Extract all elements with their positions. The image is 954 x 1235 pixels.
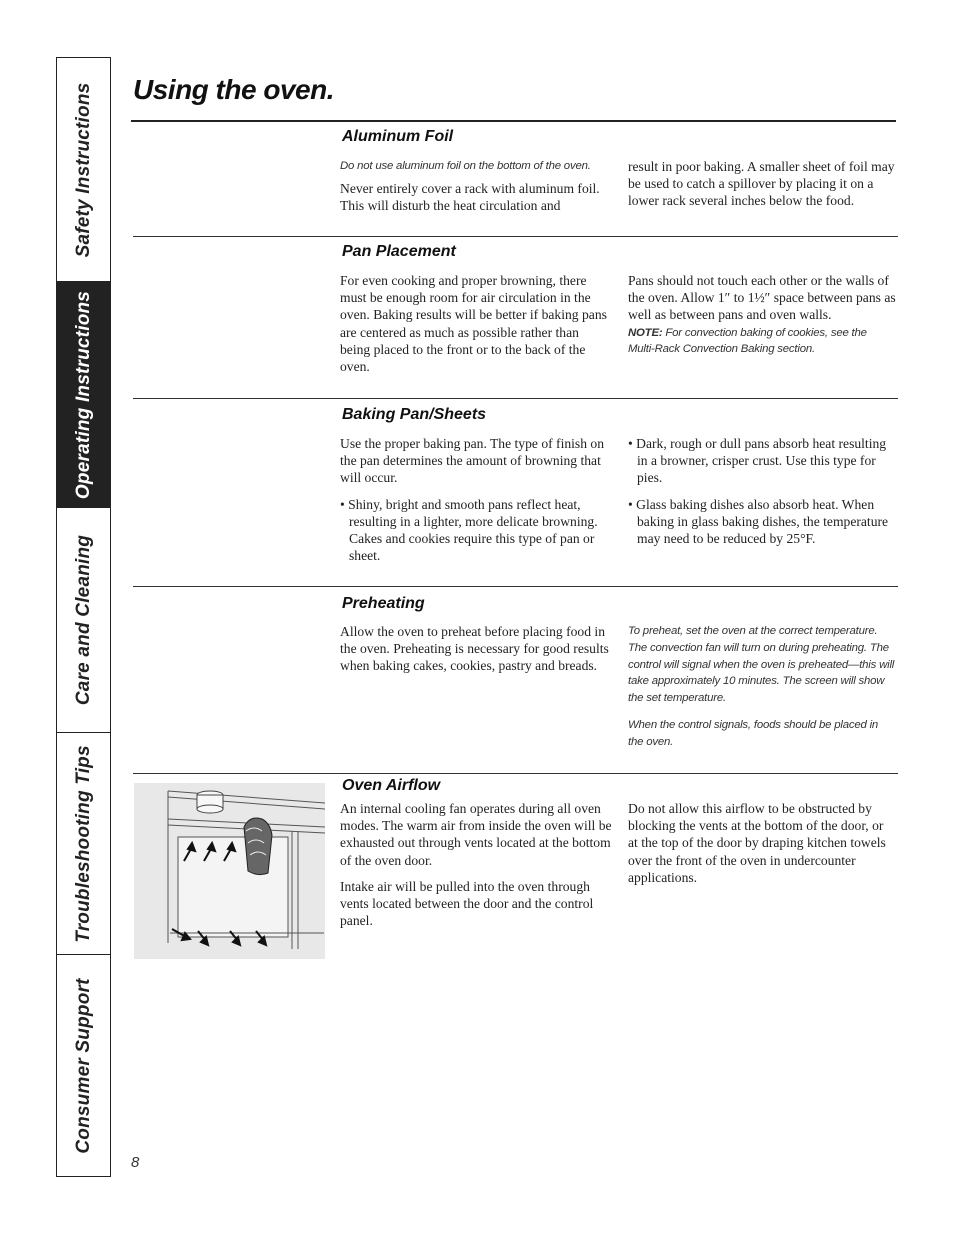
preheating-text: Allow the oven to preheat before placing food in the oven. Preheating is necessary for good results when baking cakes, cookies, pastry and breads. [340, 624, 609, 674]
oven-airflow-illustration [134, 783, 325, 959]
tab-consumer-support[interactable] [57, 955, 110, 1176]
pan-placement-left-column [340, 272, 612, 384]
tab-label: Safety Instructions [72, 82, 94, 257]
pan-placement-right-column [628, 272, 896, 367]
section-divider [133, 773, 898, 774]
preheating-right-column [628, 623, 896, 751]
oven-airflow-right-column [628, 800, 896, 895]
aluminum-foil-right-column [628, 158, 896, 219]
oven-airflow-text: An internal cooling fan operates during all oven modes. The warm air from inside the oven will be exhausted out through vents located at the bottom of the oven door. [340, 801, 612, 868]
section-divider [133, 236, 898, 237]
tab-troubleshooting-tips[interactable] [57, 733, 110, 955]
page-number: 8 [131, 1154, 140, 1171]
title-divider [131, 120, 896, 122]
aluminum-foil-note: Do not use aluminum foil on the bottom of the oven. [340, 160, 591, 172]
note-text: For convection baking of cookies, see the Multi-Rack Convection Baking section. [628, 326, 867, 356]
tab-care-and-cleaning[interactable] [57, 508, 110, 733]
section-divider [133, 398, 898, 399]
tab-label: Troubleshooting Tips [72, 744, 94, 943]
page-title: Using the oven. [133, 74, 334, 105]
pan-placement-heading: Pan Placement [342, 243, 456, 260]
aluminum-foil-text-continued: result in poor baking. A smaller sheet of foil may be used to catch a spillover by placing it on a lower rack several inches below the food. [628, 159, 895, 209]
pan-placement-text: For even cooking and proper browning, there must be enough room for air circulation in the oven. Baking results will be better if baking pans are centered as much as possible rather than being placed to the front or to the back of the oven. [340, 273, 607, 375]
tab-safety-instructions[interactable] [57, 58, 110, 282]
pan-placement-text-right: Pans should not touch each other or the walls of the oven. Allow 1″ to 1½″ space between pans as well as between pans and oven walls. [628, 273, 896, 323]
aluminum-foil-heading: Aluminum Foil [342, 128, 454, 145]
baking-pans-bullet-shiny: • Shiny, bright and smooth pans reflect heat, resulting in a lighter, more delicate browning. Cakes and cookies require this type of pan or sheet. [340, 496, 598, 564]
oven-airflow-intake-text: Intake air will be pulled into the oven through vents located between the door and the control panel. [340, 878, 594, 929]
oven-airflow-heading: Oven Airflow [342, 777, 441, 794]
baking-pans-intro: Use the proper baking pan. The type of finish on the pan determines the amount of browning that will occur. [340, 436, 605, 486]
aluminum-foil-text: Never entirely cover a rack with aluminum foil. This will disturb the heat circulation and [340, 180, 600, 213]
tab-label: Consumer Support [72, 977, 94, 1154]
baking-pans-heading: Baking Pan/Sheets [342, 406, 487, 423]
preheating-left-column [340, 623, 612, 684]
side-tabs [56, 57, 111, 1177]
aluminum-foil-left-column [340, 158, 612, 223]
oven-airflow-drawing [134, 783, 325, 959]
baking-pans-right-column [628, 435, 896, 556]
note-label: NOTE: [628, 326, 663, 339]
tab-operating-instructions[interactable] [57, 282, 110, 508]
oven-airflow-warning-text: Do not allow this airflow to be obstructed by blocking the vents at the bottom of the door, or at the top of the door by draping kitchen towels over the front of the oven in undercounter applications. [628, 801, 886, 885]
baking-pans-left-column [340, 435, 612, 573]
preheating-note: To preheat, set the oven at the correct temperature. The convection fan will turn on during preheating. The control will signal when the oven is preheated—this will take approximately 10 minutes. The screen will show the set temperature. [628, 625, 895, 705]
section-divider [133, 586, 898, 587]
tab-label: Operating Instructions [72, 290, 94, 499]
preheating-heading: Preheating [342, 595, 425, 612]
oven-airflow-left-column [340, 800, 612, 938]
preheating-note-2: When the control signals, foods should be placed in the oven. [628, 718, 879, 748]
tab-label: Care and Cleaning [72, 534, 94, 706]
pan-placement-note [628, 325, 896, 359]
baking-pans-bullet-glass: • Glass baking dishes also absorb heat. When baking in glass baking dishes, the temperature may need to be reduced by 25°F. [628, 496, 889, 547]
baking-pans-bullet-dark: • Dark, rough or dull pans absorb heat resulting in a browner, crisper crust. Use this type for pies. [628, 436, 887, 486]
